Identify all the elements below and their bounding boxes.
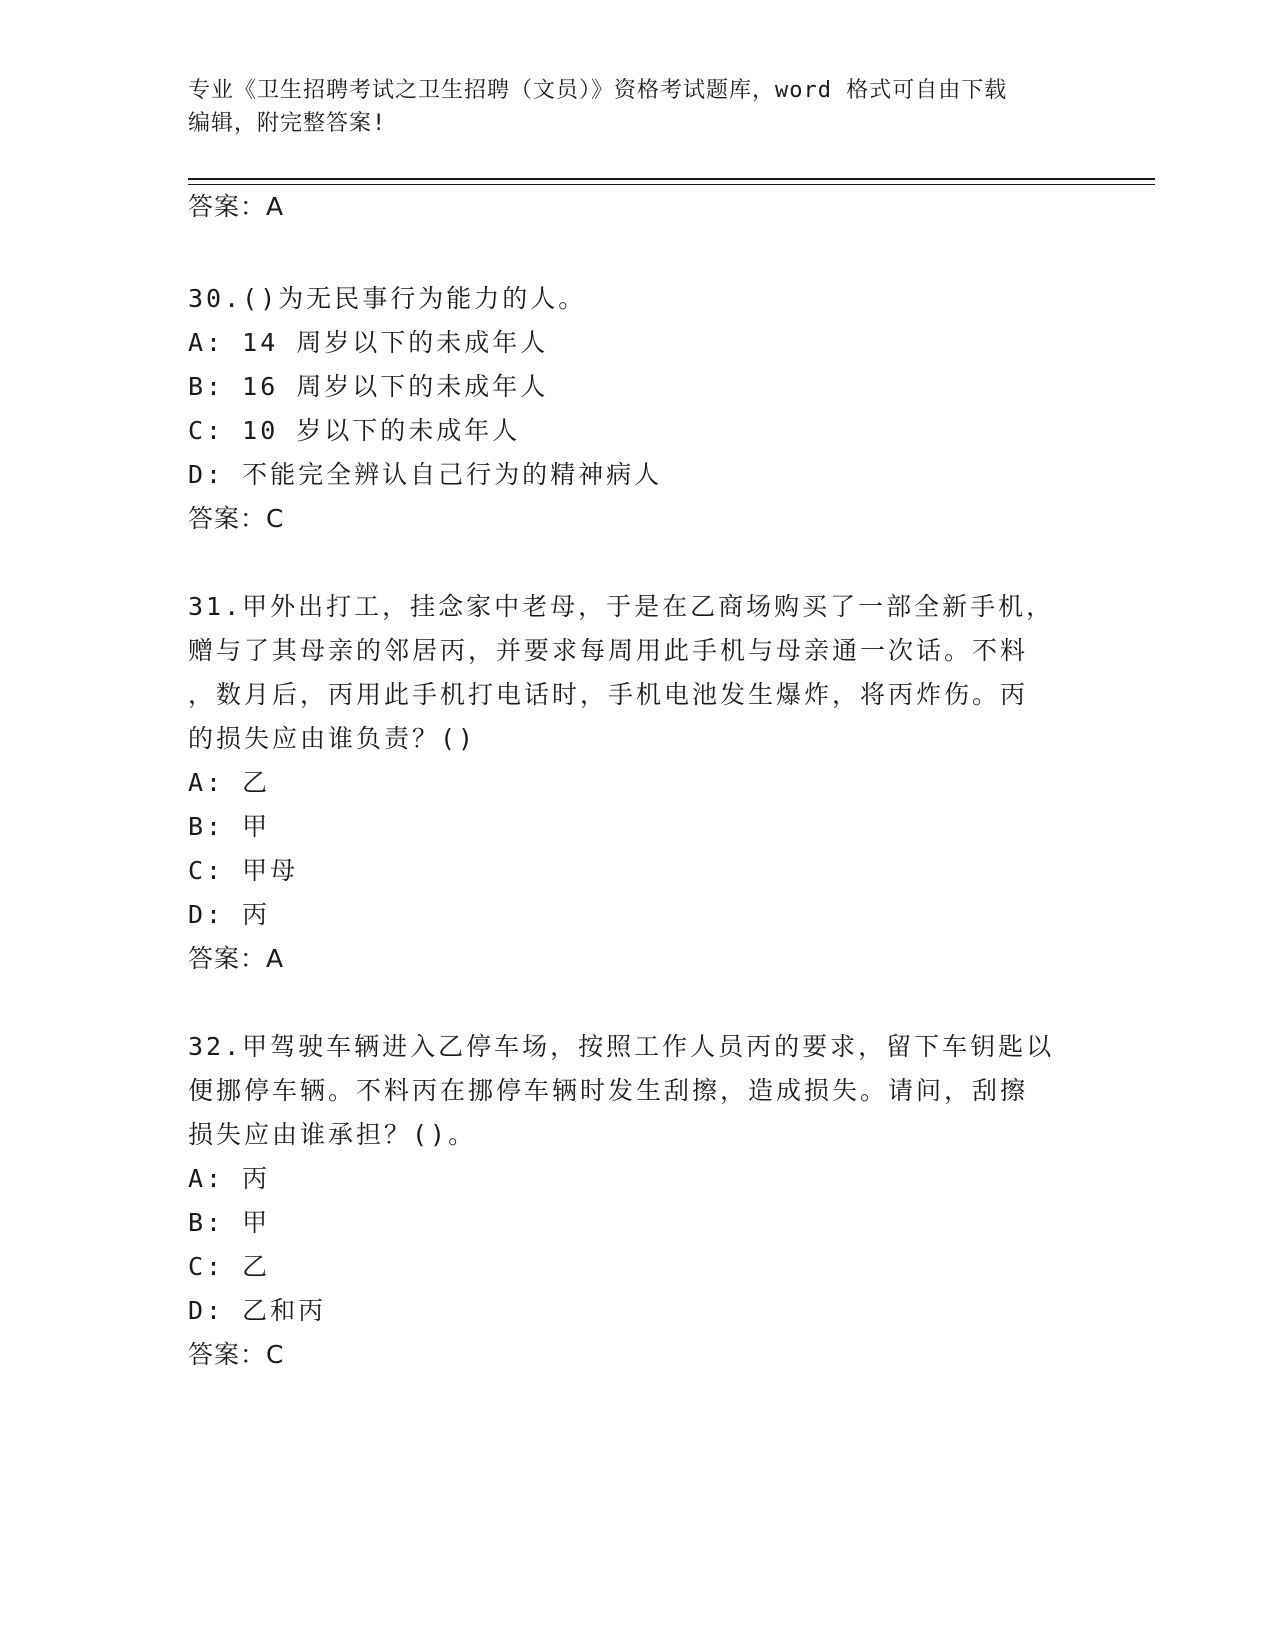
question-30-option-c: C: 10 岁以下的未成年人: [188, 416, 521, 445]
question-32-stem-line-2: 便挪停车辆。不料丙在挪停车辆时发生刮擦，造成损失。请问，刮擦: [188, 1076, 1029, 1105]
question-30-option-b: B: 16 周岁以下的未成年人: [188, 372, 549, 401]
document-header: [188, 74, 1068, 140]
question-32-option-a: A: 丙: [188, 1164, 271, 1193]
previous-answer: 答案：A: [188, 192, 285, 221]
question-32-option-c: C: 乙: [188, 1252, 271, 1281]
question-32-stem-line-3: 损失应由谁承担？()。: [188, 1120, 477, 1149]
question-32-answer: 答案：C: [188, 1340, 285, 1369]
question-31-stem-line-1: 31.甲外出打工，挂念家中老母，于是在乙商场购买了一部全新手机，: [188, 592, 1055, 621]
question-30-option-d: D: 不能完全辨认自己行为的精神病人: [188, 460, 663, 489]
question-31-option-c: C: 甲母: [188, 856, 299, 885]
question-31-option-d: D: 丙: [188, 900, 271, 929]
question-30-answer: 答案：C: [188, 504, 285, 533]
question-31-stem-line-4: 的损失应由谁负责？(): [188, 724, 477, 753]
question-31-stem-line-2: 赠与了其母亲的邻居丙，并要求每周用此手机与母亲通一次话。不料: [188, 636, 1029, 665]
header-divider-thick: [188, 178, 1155, 180]
header-line-1: 专业《卫生招聘考试之卫生招聘（文员）》资格考试题库，word 格式可自由下载: [188, 78, 1008, 103]
question-32-option-b: B: 甲: [188, 1208, 271, 1237]
question-30-option-a: A: 14 周岁以下的未成年人: [188, 328, 549, 357]
header-divider-thin: [188, 184, 1155, 185]
question-31-option-b: B: 甲: [188, 812, 271, 841]
question-32-option-d: D: 乙和丙: [188, 1296, 327, 1325]
header-line-2: 编辑，附完整答案!: [188, 111, 387, 136]
question-32-stem-line-1: 32.甲驾驶车辆进入乙停车场，按照工作人员丙的要求，留下车钥匙以: [188, 1032, 1055, 1061]
question-30-stem: 30.()为无民事行为能力的人。: [188, 284, 587, 313]
question-31-answer: 答案：A: [188, 944, 285, 973]
question-31-stem-line-3: ，数月后，丙用此手机打电话时，手机电池发生爆炸，将丙炸伤。丙: [188, 680, 1029, 709]
question-31-option-a: A: 乙: [188, 768, 271, 797]
